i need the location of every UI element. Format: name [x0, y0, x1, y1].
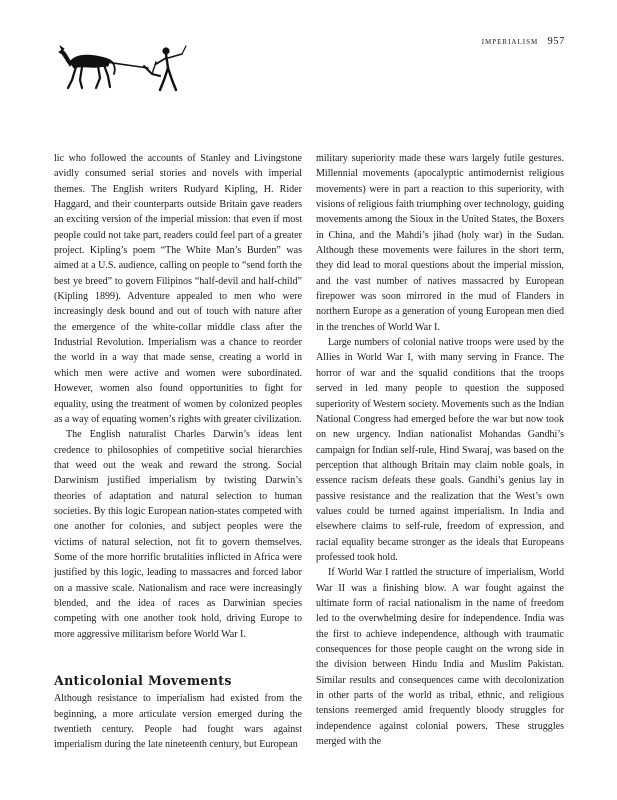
- page-number: 957: [547, 36, 565, 47]
- paragraph: lic who followed the accounts of Stanley and Livingstone avidly consumed serial stories and novels with imperial themes. The English writers Rudyard Kipling, H. Rider Haggard, and their counterparts outside Britain gave readers an exciting version of the imperial mission: that even if most people could not take part, readers could feel part of a greater project. Kipling’s poem “The White Man’s Burden” was aimed at a U.S. audience, calling on people to “send forth the best ye breed” to govern Filipinos “half-devil and half-child” (Kipling 1899). Adventure appealed to men who were increasingly desk bound and out of touch with nature after the emergence of the white-collar middle class after the Industrial Revolution. Imperialism was a chance to reorder the world in a way that made sense, creating a world in which men were active and women were subordinated. However, women also found opportunities to fight for equality, using the treatment of women by colonized peoples as a way of equating women’s rights with greater civilization.: [54, 153, 302, 425]
- left-column: [54, 151, 302, 753]
- paragraph: The English naturalist Charles Darwin’s ideas lent credence to philosophies of competitive social hierarchies that weed out the weak and reward the strong. Social Darwinism justified imperialism by twisting Darwin’s theories of adaptation and natural selection to human societies. By this logic European nation-states competed with one another for colonies, and subject peoples were the victims of natural selection, not fit to govern themselves. Some of the more horrific brutalities inflicted in Africa were justified by this logic, leading to massacres and forced labor on a massive scale. Nationalism and race were increasingly blended, and the idea of races as Darwinian species competing with one another took hold, driving Europe to more aggressive militarism before World War I.: [54, 429, 302, 640]
- plowing-horse-and-farmer-icon: [56, 42, 188, 94]
- running-head: [482, 36, 565, 47]
- section-heading: Anticolonial Movements: [54, 673, 232, 688]
- paragraph: If World War I rattled the structure of imperialism, World War II was a finishing blow. A war fought against the ultimate form of racial nationalism in the name of freedom led to the overwhelming desire for independence. India was the first to achieve independence, although with traumatic consequences for those people caught on the wrong side in the division between Hindu India and Muslim Pakistan. Similar results and consequences came with decolonization in other parts of the world as tribal, ethnic, and religious tensions reemerged amid frequently bloody struggles for independence against colonial powers. These struggles merged with the: [316, 567, 564, 748]
- running-head-section: imperialism: [481, 36, 539, 47]
- paragraph: Although resistance to imperialism had existed from the beginning, a more articulate version emerged during the twentieth century. People had fought wars against imperialism during the late nineteenth century, but European: [54, 693, 302, 751]
- paragraph: Large numbers of colonial native troops were used by the Allies in World War I, with many serving in France. The horror of war and the squalid conditions that the troops served in led many people to question the supposed superiority of Western society. Movements such as the Indian National Congress had emerged before the war but now took on new urgency. Indian nationalist Mohandas Gandhi’s campaign for Indian self-rule, Hind Swaraj, was based on the perception that although Britain may claim noble goals, in essence racism defeats these goals. Gandhi’s genius lay in passive resistance and the realization that the West’s own values could be turned against imperialism. In India and elsewhere claims to self-rule, freedom of expression, and racial equality became stronger as the ideals that Europeans professed took hold.: [316, 337, 564, 563]
- right-column: [316, 151, 564, 749]
- paragraph: military superiority made these wars largely futile gestures. Millennial movements (apocalyptic antimodernist religious movements) were in part a reaction to this superiority, with visions of religious faith triumphing over technology, guiding movements among the Sioux in the United States, the Boxers in China, and the Mahdi’s jihad (holy war) in the Sudan. Although these movements were failures in the short term, they did lead to moral questions about the imperial mission, and the vast number of natives massacred by European firepower was soon mirrored in the mud of Flanders in northern Europe as a generation of young European men died in the trenches of World War I.: [316, 153, 564, 333]
